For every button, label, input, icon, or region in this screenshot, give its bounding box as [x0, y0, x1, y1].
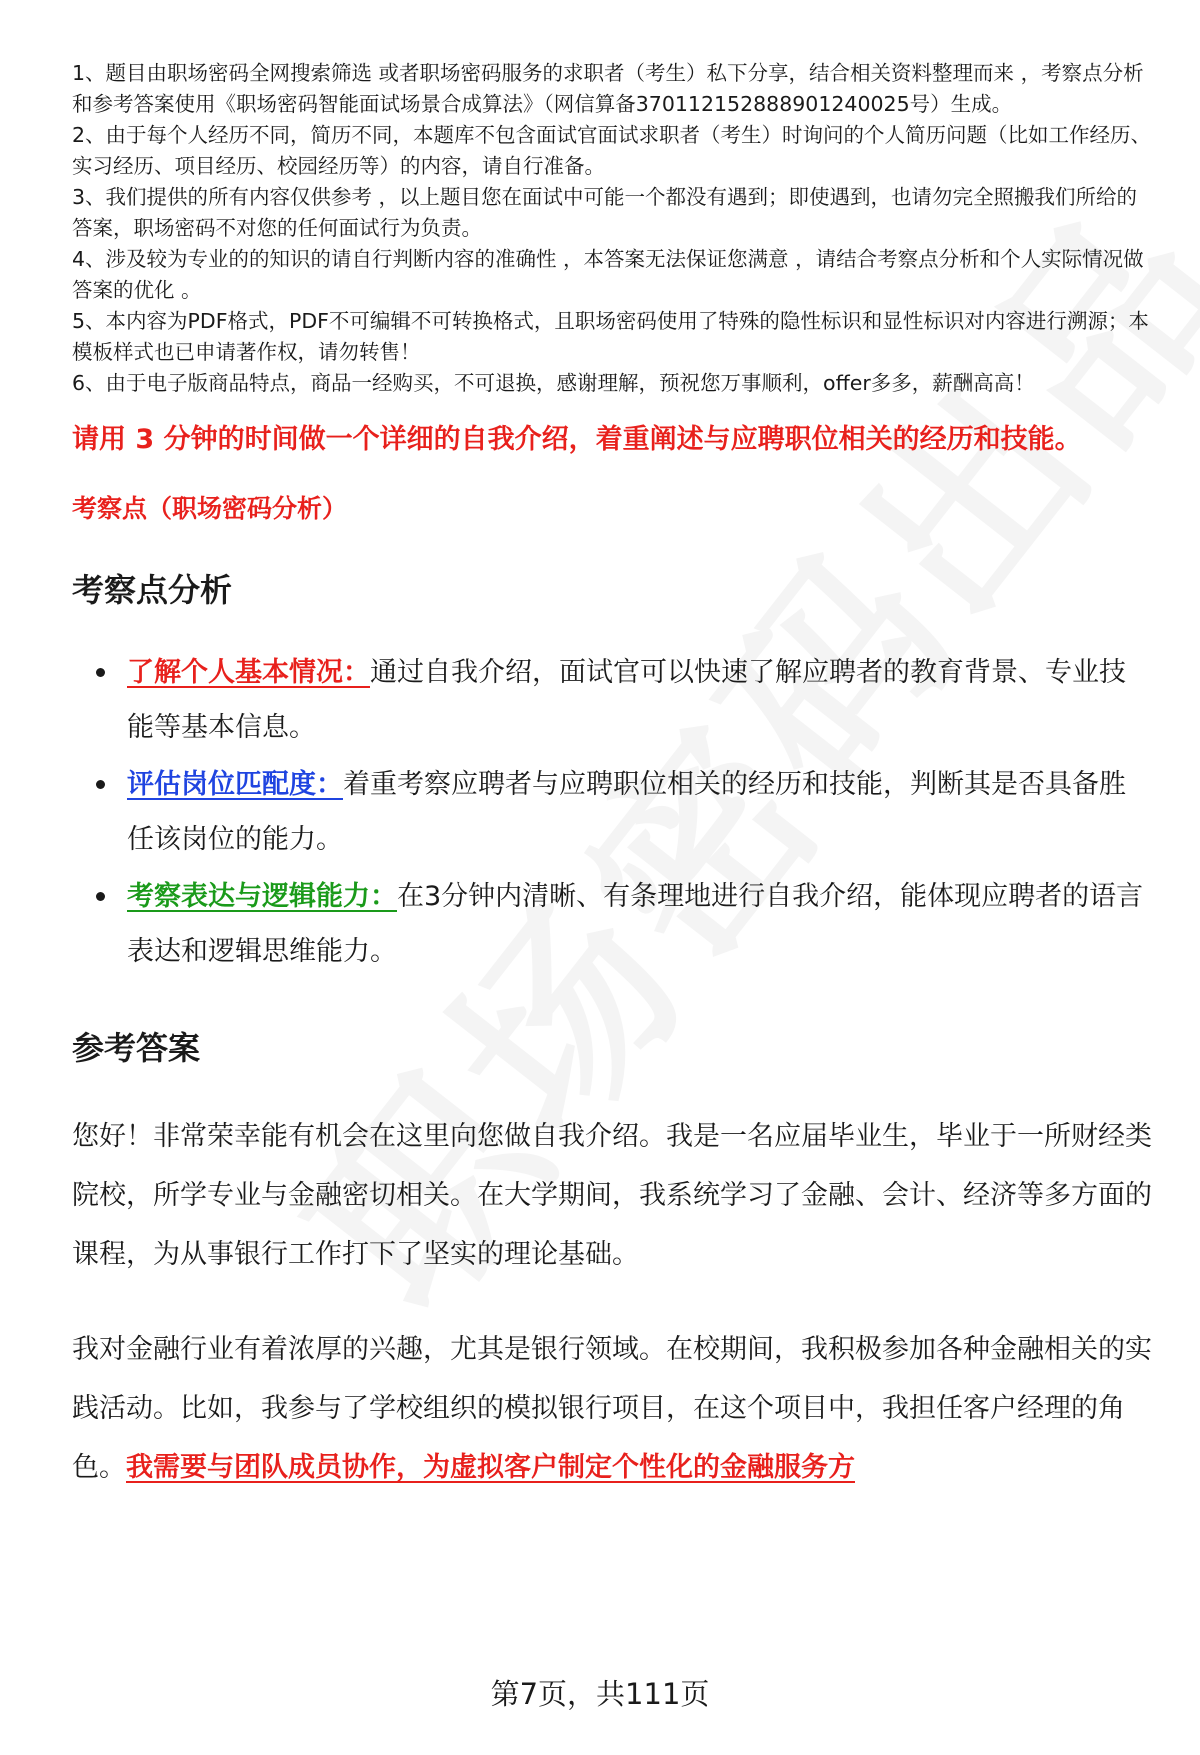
bullet-dot-icon	[96, 668, 105, 677]
bullet-dot-icon	[96, 780, 105, 789]
answer-paragraph: 您好！非常荣幸能有机会在这里向您做自我介绍。我是一名应届毕业生，毕业于一所财经类院校，所学专业与金融密切相关。在大学期间，我系统学习了金融、会计、经济等多方面的课程，为从事银行工作打下了坚实的理论基础。	[72, 1121, 1152, 1270]
disclaimer-notes	[72, 58, 1152, 399]
analysis-keyword: 了解个人基本情况：	[127, 657, 370, 688]
answer-paragraph	[72, 1320, 1152, 1497]
analysis-item	[72, 757, 1152, 867]
analysis-keyword: 评估岗位匹配度：	[127, 769, 343, 800]
analysis-list	[72, 645, 1152, 979]
analysis-item	[72, 869, 1152, 979]
analysis-heading: 考察点分析	[72, 571, 233, 609]
note-2: 2、由于每个人经历不同，简历不同，本题库不包含面试官面试求职者（考生）时询问的个人简历问题（比如工作经历、实习经历、项目经历、校园经历等）的内容，请自行准备。	[72, 123, 1152, 178]
page-footer: 第7页，共111页	[490, 1677, 710, 1711]
analysis-text: 在3分钟内清晰、有条理地进行自我介绍，能体现应聘者的语言表达和逻辑思维能力。	[127, 881, 1144, 967]
analysis-text: 通过自我介绍，面试官可以快速了解应聘者的教育背景、专业技能等基本信息。	[127, 657, 1126, 743]
note-5: 5、本内容为PDF格式，PDF不可编辑不可转换格式，且职场密码使用了特殊的隐性标识和显性标识对内容进行溯源；本模板样式也已申请著作权，请勿转售！	[72, 309, 1149, 364]
analysis-keyword: 考察表达与逻辑能力：	[127, 881, 397, 912]
note-4: 4、涉及较为专业的的知识的请自行判断内容的准确性 ，本答案无法保证您满意 ，请结合考察点分析和个人实际情况做答案的优化 。	[72, 247, 1144, 302]
note-1: 1、题目由职场密码全网搜索筛选 或者职场密码服务的求职者（考生）私下分享，结合相关资料整理而来 ，考察点分析和参考答案使用《职场密码智能面试场景合成算法》（网信算备370112152888901240025号）生成。	[72, 61, 1144, 116]
note-3: 3、我们提供的所有内容仅供参考 ，以上题目您在面试中可能一个都没有遇到；即使遇到，也请勿完全照搬我们所给的答案，职场密码不对您的任何面试行为负责。	[72, 185, 1138, 240]
answer-heading: 参考答案	[72, 1029, 201, 1067]
bullet-dot-icon	[96, 892, 105, 901]
interview-question: 请用 3 分钟的时间做一个详细的自我介绍，着重阐述与应聘职位相关的经历和技能。	[72, 424, 1082, 455]
note-6: 6、由于电子版商品特点，商品一经购买，不可退换，感谢理解，预祝您万事顺利，offer多多，薪酬高高！	[72, 371, 1035, 395]
document-page	[72, 58, 1152, 1497]
answer-highlight: 我需要与团队成员协作，为虚拟客户制定个性化的金融服务方	[126, 1452, 855, 1483]
analysis-text: 着重考察应聘者与应聘职位相关的经历和技能，判断其是否具备胜任该岗位的能力。	[127, 769, 1126, 855]
answer-paragraph-text: 我对金融行业有着浓厚的兴趣，尤其是银行领域。在校期间，我积极参加各种金融相关的实践活动。比如，我参与了学校组织的模拟银行项目，在这个项目中，我担任客户经理的角色。	[72, 1334, 1152, 1483]
exam-point-label: 考察点（职场密码分析）	[72, 494, 348, 523]
analysis-item	[72, 645, 1152, 755]
